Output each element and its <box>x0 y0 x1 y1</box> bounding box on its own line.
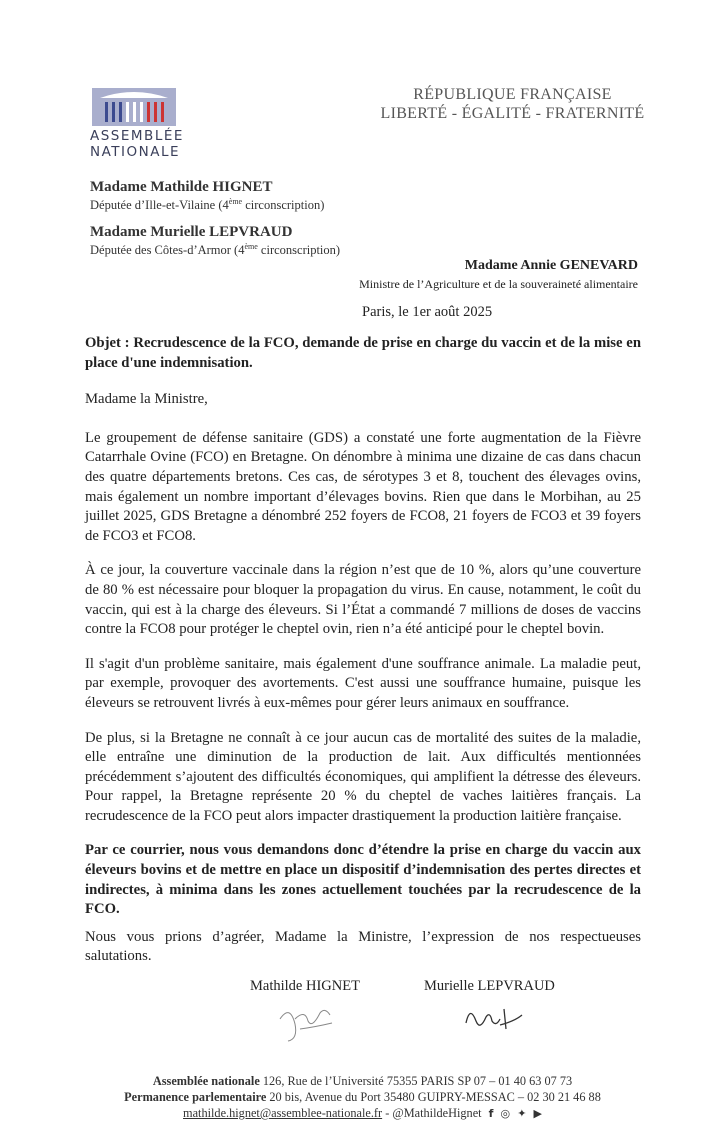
signature-mark <box>460 1001 530 1037</box>
paragraph: À ce jour, la couverture vaccinale dans la région n’est que de 10 %, alors qu’une couverture de 80 % est nécessaire pour bloquer la propagation du virus. En cause, notamment, le coût du vaccin, qui est à la charge des éleveurs. Si l’État a commandé 7 millions de doses de vaccins contre la FCO8 pour protéger le cheptel ovin, rien n’a été anticipé pour le cheptel bovin. <box>85 562 641 638</box>
republic-title: RÉPUBLIQUE FRANÇAISE <box>413 86 612 103</box>
signature-name: Mathilde HIGNET <box>250 978 360 995</box>
assemblee-nationale-logo <box>92 88 176 126</box>
logo-line-2: NATIONALE <box>90 144 181 160</box>
request-paragraph: Par ce courrier, nous vous demandons donc d’étendre la prise en charge du vaccin aux éleveurs bovins et de mettre en place un dispositif d’indemnisation des pertes directes et indirectes, à minima dans les zones actuellement touchées par la recrudescence de la FCO. <box>85 842 641 918</box>
recipient-name: Madame Annie GENEVARD <box>464 258 638 273</box>
republic-motto: LIBERTÉ - ÉGALITÉ - FRATERNITÉ <box>380 105 645 122</box>
youtube-icon[interactable]: ▶ <box>533 1107 542 1121</box>
footer <box>100 1073 625 1122</box>
twitter-icon[interactable]: ✦ <box>517 1107 527 1121</box>
signatures <box>85 971 641 1053</box>
closing: Nous vous prions d’agréer, Madame la Ministre, l’expression de nos respectueuses salutations. <box>85 928 641 965</box>
email-link[interactable]: mathilde.hignet@assemblee-nationale.fr <box>183 1106 383 1121</box>
footer-line-1: Assemblée nationale 126, Rue de l’Université 75355 PARIS SP 07 – 01 40 63 07 73 <box>152 1074 573 1089</box>
logo-line-1: ASSEMBLÉE <box>90 128 184 144</box>
paragraph: Il s'agit d'un problème sanitaire, mais également d'une souffrance animale. La maladie peut, par exemple, provoquer des avortements. C'est aussi une souffrance humaine, puisque les éleveurs se retrouvent livrés à eux-mêmes pour gérer leurs animaux en souffrance. <box>85 655 641 711</box>
signature-mark <box>270 999 340 1047</box>
sender-role: Députée des Côtes-d’Armor (4ème circonscription) <box>90 241 341 257</box>
signature-name: Murielle LEPVRAUD <box>424 978 555 995</box>
subject: Objet : Recrudescence de la FCO, demande de prise en charge du vaccin et de la mise en place d'une indemnisation. <box>85 335 641 371</box>
letter-date: Paris, le 1er août 2025 <box>362 304 493 320</box>
social-handle: @MathildeHignet <box>392 1106 482 1121</box>
recipient-role: Ministre de l’Agriculture et de la souveraineté alimentaire <box>359 277 638 291</box>
facebook-icon[interactable]: f <box>488 1107 494 1121</box>
instagram-icon[interactable]: ◎ <box>500 1107 511 1121</box>
logo-text <box>90 128 184 160</box>
sender-role: Députée d’Ille-et-Vilaine (4ème circonscription) <box>90 196 325 212</box>
paragraph: Le groupement de défense sanitaire (GDS) a constaté une forte augmentation de la Fièvre Catarrhale Ovine (FCO) en Bretagne. On dénombre à minima une dizaine de cas dans chacun des quatre départements bretons. Ces cas, de sérotypes 3 et 8, touchent des élevages ovins, mais également un nombre important d’élevages bovins. Rien que dans le Morbihan, au 25 juillet 2025, GDS Bretagne a dénombré 252 foyers de FCO8, 21 foyers de FCO3 et 39 foyers de FCO3 et FCO8. <box>85 429 641 544</box>
salutation: Madame la Ministre, <box>85 391 208 408</box>
footer-line-3: mathilde.hignet@assemblee-nationale.fr - @MathildeHignet f ◎ ✦ ▶ <box>183 1106 542 1121</box>
sender-name: Madame Mathilde HIGNET <box>90 179 273 195</box>
paragraph: De plus, si la Bretagne ne connaît à ce jour aucun cas de mortalité des suites de la maladie, elle entraîne une diminution de la production de lait. Aux difficultés mentionnées précédemment s’ajoutent des difficultés économiques, qui amplifient la détresse des éleveurs. Pour rappel, la Bretagne représente 20 % du cheptel de vaches laitières français. La recrudescence de la FCO peut alors impacter drastiquement la production laitière française. <box>85 729 641 824</box>
sender-name: Madame Murielle LEPVRAUD <box>90 224 293 240</box>
hemicycle-icon <box>92 88 176 126</box>
footer-line-2: Permanence parlementaire 20 bis, Avenue du Port 35480 GUIPRY-MESSAC – 02 30 21 46 88 <box>124 1090 601 1105</box>
letter-body <box>85 334 641 967</box>
letter-content <box>85 334 641 1122</box>
